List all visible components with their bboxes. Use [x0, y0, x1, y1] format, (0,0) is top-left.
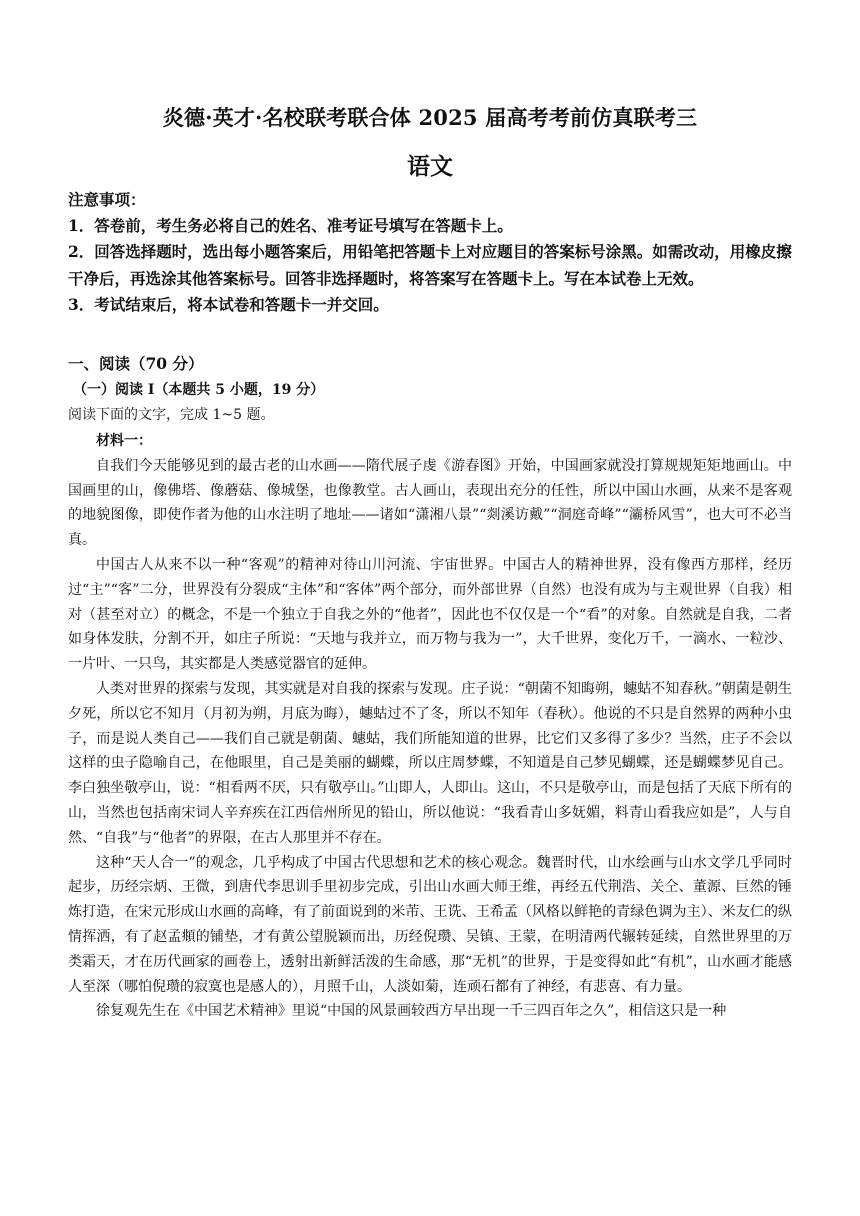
note-item-2: 2．回答选择题时，选出每小题答案后，用铅笔把答题卡上对应题目的答案标号涂黑。如需改动，用橡皮擦干净后，再选涂其他答案标号。回答非选择题时，将答案写在答题卡上。写在本试卷上无效。	[68, 242, 792, 288]
instruction-text: 阅读下面的文字，完成 1~5 题。	[68, 407, 275, 423]
paragraph-2: 中国古人从来不以一种“客观”的精神对待山川河流、宇宙世界。中国古人的精神世界，没有像西方那样，经历过“主”“客”二分，世界没有分裂成“主体”和“客体”两个部分，而外部世界（自然）也没有成为与主观世界（自我）相对（甚至对立）的概念，不是一个独立于自我之外的“他者”，因此也不仅仅是一个“看”的对象。自然就是自我，二者如身体发肤，分割不开，如庄子所说：“天地与我并立，而万物与我为一”，大千世界，变化万千，一滴水、一粒沙、一片叶、一只鸟，其实都是人类感觉器官的延伸。	[68, 556, 792, 673]
paragraph-1: 自我们今天能够见到的最古老的山水画——隋代展子虔《游春图》开始，中国画家就没打算规规矩矩地画山。中国画里的山，像佛塔、像蘑菇、像城堡，也像教堂。古人画山，表现出充分的任性，所以中国山水画，从来不是客观的地貌图像，即使作者为他的山水注明了地址——诸如“潇湘八景”“剡溪访戴”“洞庭奇峰”“灞桥风雪”，也大可不必当真。	[68, 457, 792, 549]
paragraph-3: 人类对世界的探索与发现，其实就是对自我的探索与发现。庄子说：“朝菌不知晦朔，蟪蛄不知春秋。”朝菌是朝生夕死，所以它不知月（月初为朔，月底为晦），蟪蛄过不了冬，所以不知年（春秋）。他说的不只是自然界的两种小虫子，而是说人类自己——我们自己就是朝菌、蟪蛄，我们所能知道的世界，比它们又多得了多少？当然，庄子不会以这样的虫子隐喻自己，在他眼里，自己是美丽的蝴蝶，所以庄周梦蝶，不知道是自己梦见蝴蝶，还是蝴蝶梦见自己。李白独坐敬亭山，说：“相看两不厌，只有敬亭山。”山即人，人即山。这山，不只是敬亭山，而是包括了天底下所有的山，当然也包括南宋词人辛弃疾在江西信州所见的铅山，所以他说：“我看青山多妩媚，料青山看我应如是”，人与自然、“自我”与“他者”的界限，在古人那里并不存在。	[68, 680, 792, 846]
subsection-heading: （一）阅读 I（本题共 5 小题，19 分）	[73, 382, 325, 398]
note-item-3: 3．考试结束后，将本试卷和答题卡一并交回。	[68, 294, 389, 314]
notes-heading: 注意事项：	[68, 190, 146, 209]
paragraph-5: 徐复观先生在《中国艺术精神》里说“中国的风景画较西方早出现一千三四百年之久”，相信这只是一种	[96, 1003, 727, 1020]
paragraph-4: 这种“天人合一”的观念，几乎构成了中国古代思想和艺术的核心观念。魏晋时代，山水绘画与山水文学几乎同时起步，历经宗炳、王微，到唐代李思训手里初步完成，引出山水画大师王维，再经五代荆浩、关仝、董源、巨然的锤炼打造，在宋元形成山水画的高峰，有了前面说到的米芾、王诜、王希孟（风格以鲜艳的青绿色调为主）、米友仁的纵情挥洒，有了赵孟頫的铺垫，才有黄公望脱颖而出，历经倪瓒、吴镇、王蒙，在明清两代辗转延续，自然世界里的万类霜天，才在历代画家的画卷上，透射出新鲜活泼的生命感，那“无机”的世界，于是变得如此“有机”，山水画才能感人至深（哪怕倪瓒的寂寞也是感人的），月照千山，人淡如菊，连顽石都有了神经，有悲喜、有力量。	[68, 854, 792, 995]
material-label: 材料一：	[96, 433, 152, 449]
subject-title: 语文	[407, 153, 453, 180]
material-body	[68, 429, 792, 1024]
note-item-1: 1．答卷前，考生务必将自己的姓名、准考证号填写在答题卡上。	[68, 216, 513, 236]
exam-title: 炎德·英才·名校联考联合体 2025 届高考考前仿真联考三	[162, 105, 698, 130]
section-heading: 一、阅读（70 分）	[68, 354, 204, 373]
notes-section	[68, 187, 792, 318]
